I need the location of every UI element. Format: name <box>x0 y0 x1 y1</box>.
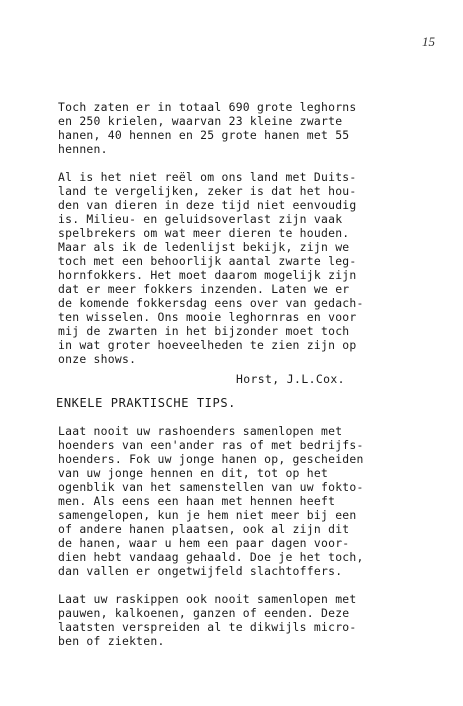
paragraph-2-line: mij de zwarten in het bijzonder moet toch <box>58 324 350 338</box>
tip-1-line: de hanen, waar u hem een paar dagen voor- <box>58 536 350 550</box>
paragraph-2-line: in wat groter hoeveelheden te zien zijn op <box>58 338 357 352</box>
tip-1-line: of andere hanen plaatsen, ook al zijn dit <box>58 522 350 536</box>
tip-1-line: samengelopen, kun je hem niet meer bij een <box>58 508 357 522</box>
page-number: 15 <box>422 34 435 49</box>
tip-1-line: ogenblik van het samenstellen van uw fokto- <box>58 480 364 494</box>
tip-1-line: men. Als eens een haan met hennen heeft <box>58 494 336 508</box>
paragraph-2-line: den van dieren in deze tijd niet eenvoudig <box>58 198 357 212</box>
signature: Horst, J.L.Cox. <box>236 372 345 386</box>
paragraph-1-line: en 250 krielen, waarvan 23 kleine zwarte <box>58 114 343 128</box>
tip-1-line: hoenders. Fok uw jonge hanen op, gescheiden <box>58 452 364 466</box>
tip-1-line: Laat nooit uw rashoenders samenlopen met <box>58 424 343 438</box>
tip-1-line: dan vallen er ongetwijfeld slachtoffers. <box>58 564 343 578</box>
tip-2-line: ben of ziekten. <box>58 634 165 648</box>
paragraph-2-line: hornfokkers. Het moet daarom mogelijk zijn <box>58 268 357 282</box>
paragraph-2-line: toch met een behoorlijk aantal zwarte leg- <box>58 254 357 268</box>
paragraph-2-line: Maar als ik de ledenlijst bekijk, zijn we <box>58 240 350 254</box>
section-heading: ENKELE PRAKTISCHE TIPS. <box>56 396 236 410</box>
paragraph-2-line: de komende fokkersdag eens over van gedach- <box>58 296 364 310</box>
paragraph-2-line: dat er meer fokkers inzenden. Laten we er <box>58 282 350 296</box>
tip-1-line: hoenders van een'ander ras of met bedrijfs- <box>58 438 364 452</box>
tip-2-line: laatsten verspreiden al te dikwijls micro- <box>58 620 357 634</box>
paragraph-2-line: Al is het niet reël om ons land met Duits- <box>58 170 357 184</box>
tip-2-line: Laat uw raskippen ook nooit samenlopen met <box>58 592 357 606</box>
paragraph-2-line: spelbrekers om wat meer dieren te houden. <box>58 226 350 240</box>
paragraph-1-line: Toch zaten er in totaal 690 grote leghorns <box>58 100 357 114</box>
paragraph-1-line: hanen, 40 hennen en 25 grote hanen met 55 <box>58 128 350 142</box>
tip-1-line: dien hebt vandaag gehaald. Doe je het toch, <box>58 550 364 564</box>
paragraph-1-line: hennen. <box>58 142 108 156</box>
paragraph-2-line: onze shows. <box>58 352 137 366</box>
paragraph-2-line: land te vergelijken, zeker is dat het hou- <box>58 184 357 198</box>
paragraph-2-line: is. Milieu- en geluidsoverlast zijn vaak <box>58 212 343 226</box>
tip-2-line: pauwen, kalkoenen, ganzen of eenden. Deze <box>58 606 350 620</box>
tip-1-line: van uw jonge hennen en dit, tot op het <box>58 466 329 480</box>
paragraph-2-line: ten wisselen. Ons mooie leghornras en voor <box>58 310 357 324</box>
